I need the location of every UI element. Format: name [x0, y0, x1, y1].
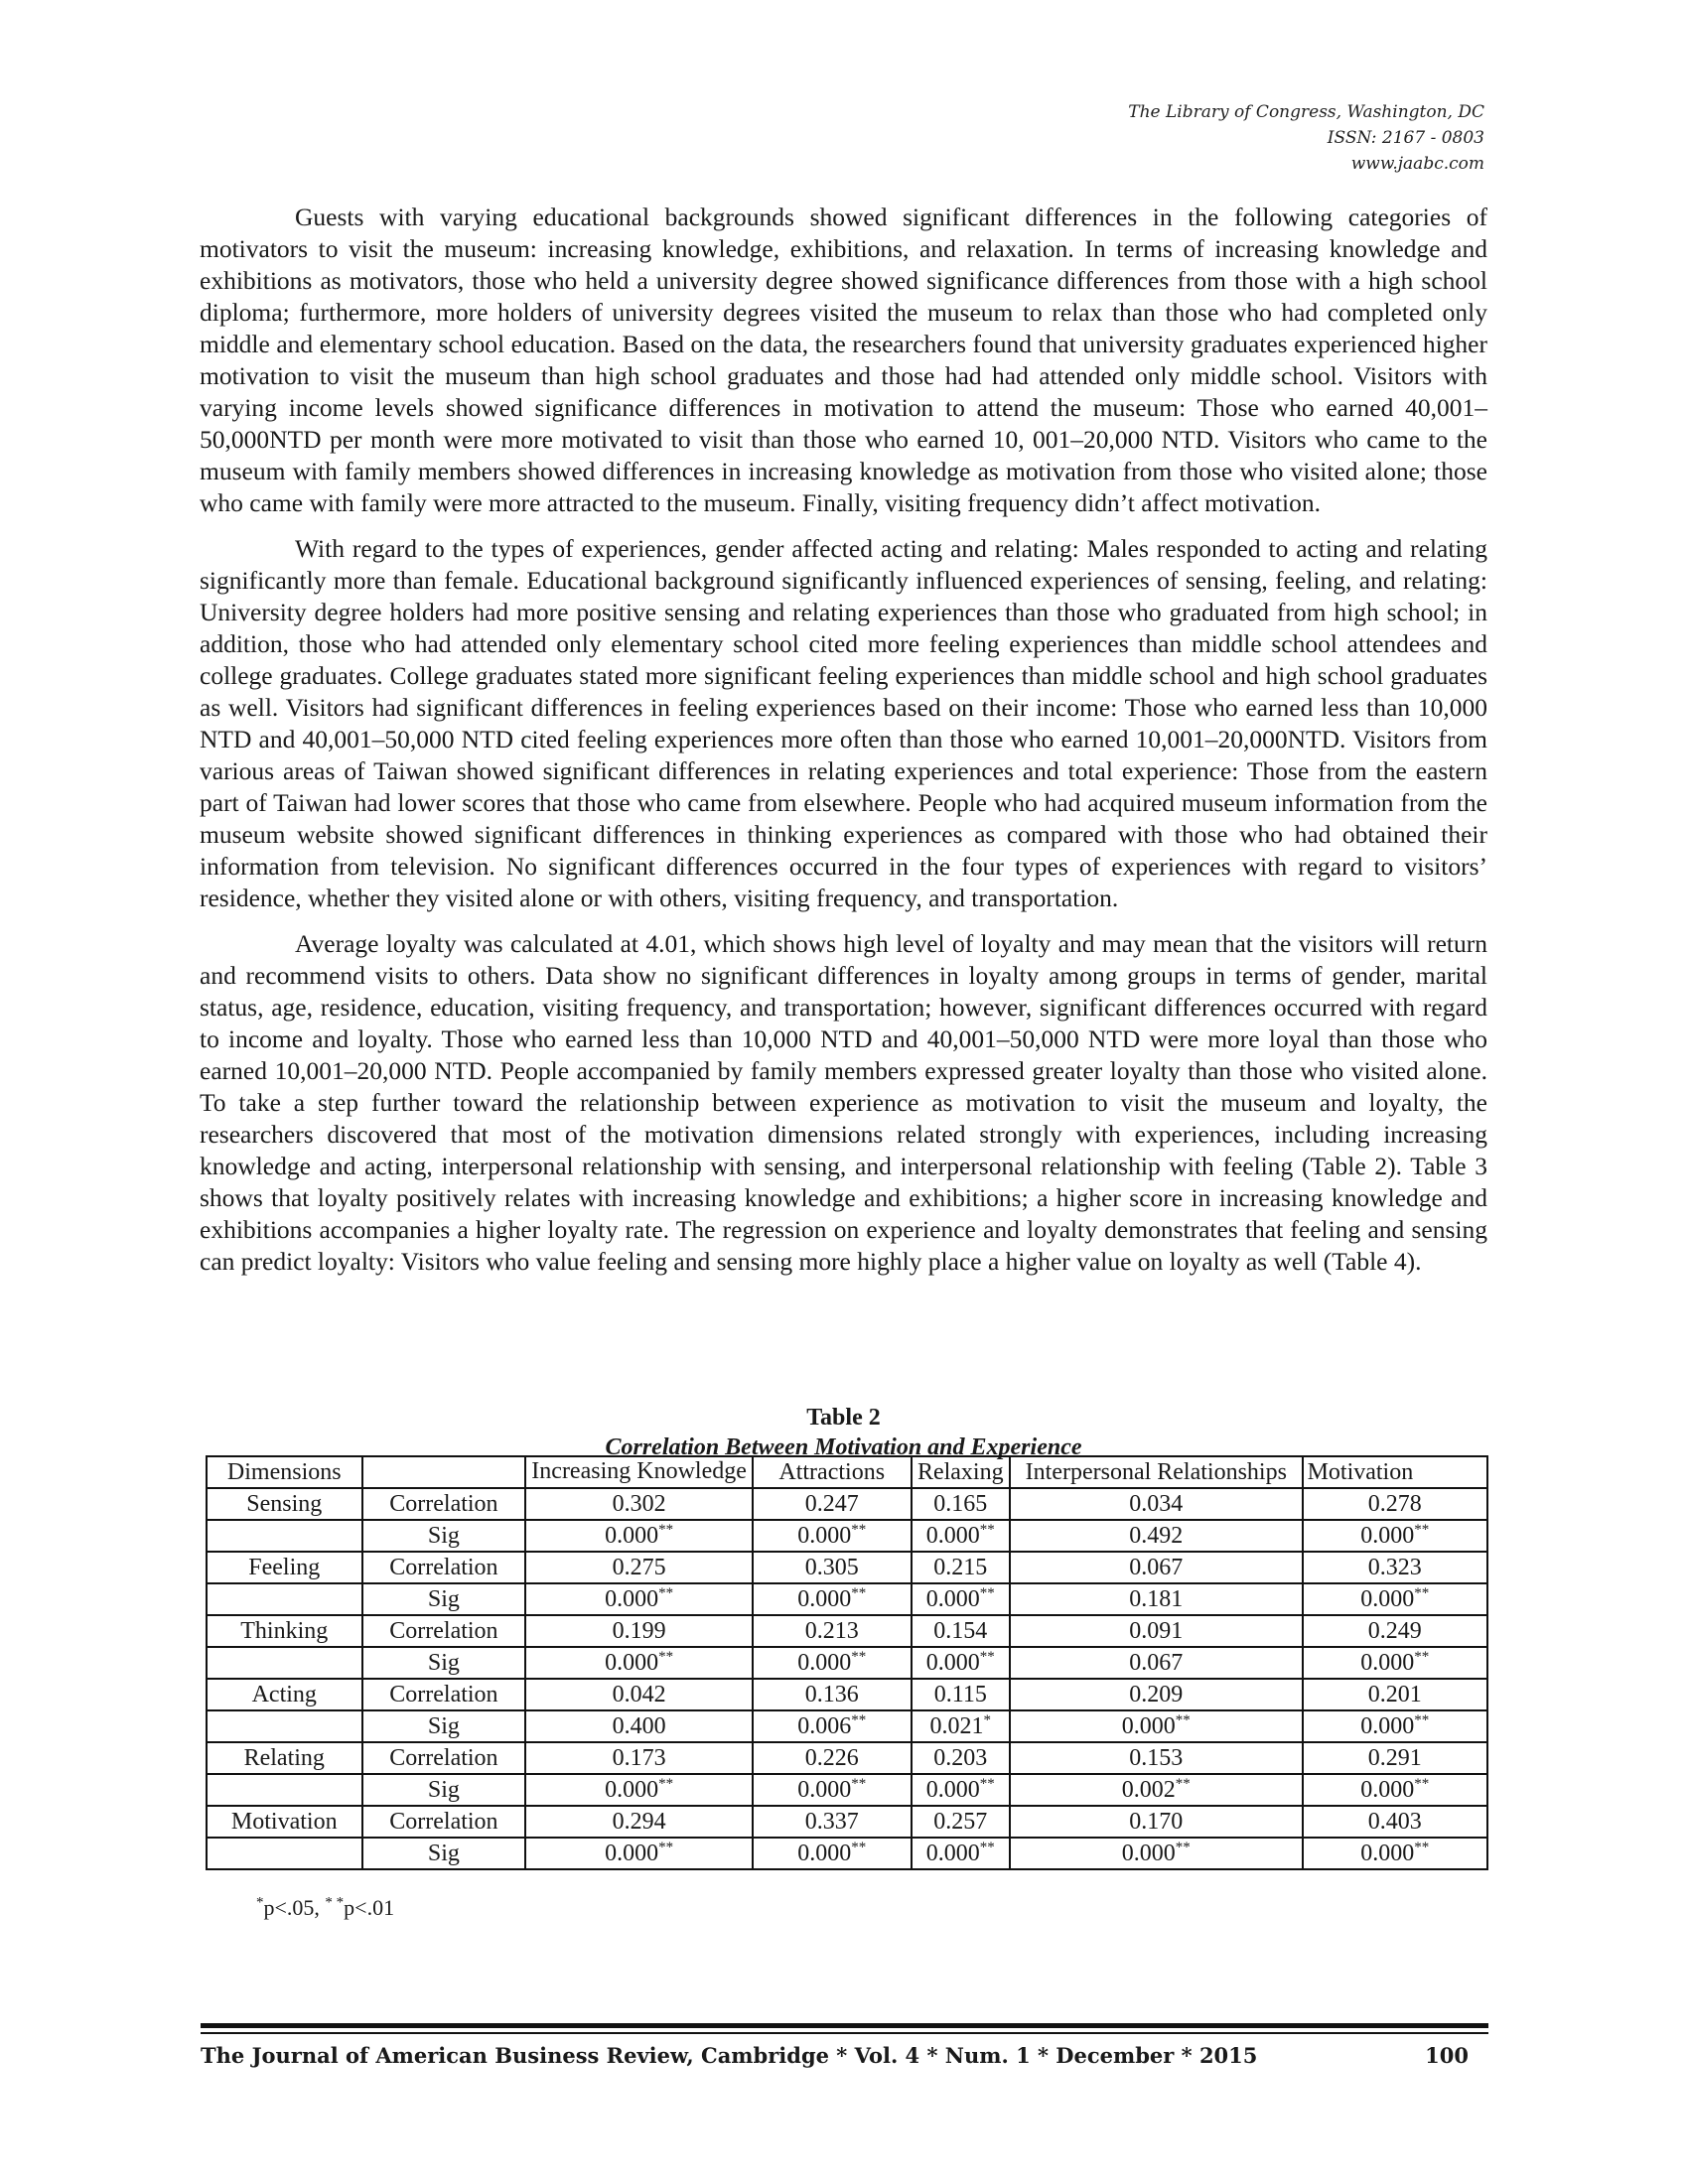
sig-value-cell	[525, 1838, 753, 1869]
sig-value-cell	[753, 1583, 912, 1615]
correlation-value-cell: 0.165	[912, 1488, 1011, 1520]
sig-value: 0.000	[1360, 1841, 1415, 1866]
dimension-cell: Acting	[207, 1679, 362, 1710]
sig-value-cell	[525, 1520, 753, 1552]
sig-value-cell	[525, 1774, 753, 1806]
sig-value: 0.000	[605, 1586, 659, 1612]
sig-value-cell	[753, 1647, 912, 1679]
sig-value: 0.000	[605, 1777, 659, 1803]
significance-mark: **	[979, 1776, 995, 1792]
significance-mark: **	[851, 1649, 867, 1665]
significance-mark: *	[983, 1712, 992, 1728]
header-publisher: The Library of Congress, Washington, DC	[1128, 102, 1484, 122]
stat-label-cell: Sig	[362, 1520, 526, 1552]
sig-value: 0.000	[797, 1841, 852, 1866]
sig-value: 0.000	[1360, 1713, 1415, 1739]
sig-value-cell	[1010, 1838, 1303, 1869]
paragraph-motivation: Guests with varying educational backgrounds showed significant differences in the following categories of motivators to visit the museum: increasing knowledge, exhibitions, and relaxation. In terms of increasing knowledge and exhibitions as motivators, those who held a university degree showed significance differences from those with a high school diploma; furthermore, more holders of university degrees visited the museum to relax than those who had completed only middle and elementary school education. Based on the data, the researchers found that university graduates experienced higher motivation to visit the museum than high school graduates and those had had attended only middle school. Visitors with varying income levels showed significance differences in motivation to attend the museum: Those who earned 40,001–50,000NTD per month were more motivated to visit than those who earned 10, 001–20,000 NTD. Visitors who came to the museum with family members showed differences in increasing knowledge as motivation from those who visited alone; those who came with family were more attracted to the museum. Finally, visiting frequency didn’t affect motivation.	[200, 203, 1487, 517]
table-row-sig	[207, 1710, 1487, 1742]
significance-mark: **	[851, 1585, 867, 1601]
empty-cell	[207, 1774, 362, 1806]
significance-mark: **	[1414, 1585, 1430, 1601]
dimension-cell: Feeling	[207, 1552, 362, 1583]
sig-value: 0.000	[605, 1650, 659, 1676]
significance-mark: **	[1414, 1840, 1430, 1855]
footnote-text-1: p<.05,	[263, 1895, 326, 1920]
correlation-value-cell: 0.042	[525, 1679, 753, 1710]
dimension-cell: Motivation	[207, 1806, 362, 1838]
paragraph-loyalty: Average loyalty was calculated at 4.01, which shows high level of loyalty and may mean that the visitors will return and recommend visits to others. Data show no significant differences in loyalty among groups in terms of gender, marital status, age, residence, education, visiting frequency, and transportation; however, significant differences occurred with regard to income and loyalty. Those who earned less than 10,000 NTD and 40,001–50,000 NTD were more loyal than those who earned 10,001–20,000 NTD. People accompanied by family members expressed greater loyalty than those who visited alone. To take a step further toward the relationship between experience as motivation to visit the museum and loyalty, the researchers discovered that most of the motivation dimensions related strongly with experiences, including increasing knowledge and acting, interpersonal relationship with sensing, and interpersonal relationship with feeling (Table 2). Table 3 shows that loyalty positively relates with increasing knowledge and exhibitions; a higher score in increasing knowledge and exhibitions accompanies a higher loyalty rate. The regression on experience and loyalty demonstrates that feeling and sensing can predict loyalty: Visitors who value feeling and sensing more highly place a higher value on loyalty as well (Table 4).	[200, 929, 1487, 1276]
correlation-value-cell: 0.305	[753, 1552, 912, 1583]
significance-mark: **	[658, 1776, 674, 1792]
sig-value-cell	[1303, 1774, 1487, 1806]
table-row-sig	[207, 1838, 1487, 1869]
correlation-value-cell: 0.323	[1303, 1552, 1487, 1583]
dimension-cell: Thinking	[207, 1615, 362, 1647]
significance-mark: **	[979, 1522, 995, 1538]
sig-value-cell	[1010, 1583, 1303, 1615]
correlation-value-cell: 0.153	[1010, 1742, 1303, 1774]
table-row-correlation	[207, 1679, 1487, 1710]
empty-cell	[207, 1647, 362, 1679]
correlation-value-cell: 0.203	[912, 1742, 1011, 1774]
correlation-value-cell: 0.215	[912, 1552, 1011, 1583]
correlation-value-cell: 0.294	[525, 1806, 753, 1838]
correlation-value-cell: 0.170	[1010, 1806, 1303, 1838]
header-relaxing: Relaxing	[912, 1456, 1011, 1488]
sig-value: 0.000	[925, 1841, 980, 1866]
empty-cell	[207, 1838, 362, 1869]
correlation-value-cell: 0.154	[912, 1615, 1011, 1647]
stat-label-cell: Sig	[362, 1647, 526, 1679]
dimension-cell: Relating	[207, 1742, 362, 1774]
stat-label-cell: Correlation	[362, 1806, 526, 1838]
significance-mark: **	[1175, 1776, 1191, 1792]
stat-label-cell: Correlation	[362, 1742, 526, 1774]
stat-label-cell: Sig	[362, 1710, 526, 1742]
header-interpersonal-relationships: Interpersonal Relationships	[1010, 1456, 1303, 1488]
significance-mark: **	[1175, 1712, 1191, 1728]
sig-value-cell	[1010, 1774, 1303, 1806]
sig-value: 0.000	[925, 1586, 980, 1612]
significance-mark: **	[1175, 1840, 1191, 1855]
correlation-value-cell: 0.209	[1010, 1679, 1303, 1710]
significance-mark: **	[658, 1585, 674, 1601]
sig-value: 0.021	[929, 1713, 984, 1739]
stat-label-cell: Sig	[362, 1583, 526, 1615]
header-motivation: Motivation	[1303, 1456, 1487, 1488]
correlation-value-cell: 0.199	[525, 1615, 753, 1647]
table-row-sig	[207, 1520, 1487, 1552]
significance-mark: **	[658, 1840, 674, 1855]
significance-mark: **	[1414, 1712, 1430, 1728]
page-footer	[201, 2043, 1488, 2068]
sig-value-cell	[1010, 1710, 1303, 1742]
significance-mark: **	[851, 1712, 867, 1728]
body-text	[200, 202, 1487, 1278]
header-increasing-knowledge: Increasing Knowledge	[525, 1456, 753, 1488]
footer-journal: The Journal of American Business Review, Cambridge * Vol. 4 * Num. 1 * December * 2015	[201, 2043, 1258, 2068]
table-row-sig	[207, 1583, 1487, 1615]
sig-value-cell	[912, 1838, 1011, 1869]
sig-value-cell	[912, 1520, 1011, 1552]
stat-label-cell: Correlation	[362, 1488, 526, 1520]
table-row-correlation	[207, 1615, 1487, 1647]
table-header-row	[207, 1456, 1487, 1488]
correlation-value-cell: 0.403	[1303, 1806, 1487, 1838]
empty-cell	[207, 1520, 362, 1552]
sig-value: 0.000	[1360, 1650, 1415, 1676]
sig-value: 0.000	[925, 1523, 980, 1549]
empty-cell	[207, 1710, 362, 1742]
significance-mark: **	[1414, 1776, 1430, 1792]
sig-value-cell	[1303, 1838, 1487, 1869]
sig-value-cell	[1010, 1647, 1303, 1679]
page-header	[1128, 99, 1484, 177]
correlation-value-cell: 0.278	[1303, 1488, 1487, 1520]
header-dimensions: Dimensions	[207, 1456, 362, 1488]
table-row-sig	[207, 1647, 1487, 1679]
table-row-correlation	[207, 1806, 1487, 1838]
significance-mark: **	[851, 1840, 867, 1855]
significance-mark: **	[979, 1585, 995, 1601]
table-label: Table 2	[806, 1405, 881, 1431]
sig-value-cell	[525, 1583, 753, 1615]
table-row-correlation	[207, 1742, 1487, 1774]
correlation-value-cell: 0.115	[912, 1679, 1011, 1710]
correlation-value-cell: 0.091	[1010, 1615, 1303, 1647]
sig-value-cell	[912, 1710, 1011, 1742]
sig-value-cell	[753, 1774, 912, 1806]
table-title	[200, 1403, 1487, 1462]
sig-value-cell	[1303, 1647, 1487, 1679]
sig-value-cell	[1010, 1520, 1303, 1552]
table-row-correlation	[207, 1488, 1487, 1520]
sig-value-cell	[753, 1710, 912, 1742]
sig-value: 0.000	[1360, 1523, 1415, 1549]
correlation-value-cell: 0.247	[753, 1488, 912, 1520]
correlation-value-cell: 0.034	[1010, 1488, 1303, 1520]
stat-label-cell: Correlation	[362, 1679, 526, 1710]
sig-value: 0.000	[605, 1523, 659, 1549]
footer-rule-thin	[201, 2032, 1488, 2034]
correlation-value-cell: 0.302	[525, 1488, 753, 1520]
sig-value-cell	[525, 1710, 753, 1742]
correlation-value-cell: 0.257	[912, 1806, 1011, 1838]
correlation-table	[206, 1455, 1488, 1870]
table-body	[207, 1488, 1487, 1869]
sig-value: 0.000	[605, 1841, 659, 1866]
header-blank	[362, 1456, 526, 1488]
correlation-value-cell: 0.337	[753, 1806, 912, 1838]
sig-value: 0.000	[1121, 1841, 1176, 1866]
sig-value-cell	[1303, 1583, 1487, 1615]
sig-value: 0.400	[612, 1713, 666, 1739]
paragraph-experience: With regard to the types of experiences, gender affected acting and relating: Males responded to acting and relating significantly more than female. Educational background significantly influenced experiences of sensing, feeling, and relating: University degree holders had more positive sensing and relating experiences than those who graduated from high school; in addition, those who had attended only elementary school cited more feeling experiences than middle school attendees and college graduates. College graduates stated more significant feeling experiences than middle school and high school graduates as well. Visitors had significant differences in feeling experiences based on their income: Those who earned less than 10,000 NTD and 40,001–50,000 NTD cited feeling experiences more often than those who earned 10,001–20,000NTD. Visitors from various areas of Taiwan showed significant differences in relating experiences and total experience: Those from the eastern part of Taiwan had lower scores that those who came from elsewhere. People who had acquired museum information from the museum website showed significant differences in thinking experiences as compared with those who had obtained their information from television. No significant differences occurred in the four types of experiences with regard to visitors’ residence, whether they visited alone or with others, visiting frequency, and transportation.	[200, 534, 1487, 912]
footer-rule-thick	[201, 2023, 1488, 2028]
significance-mark: **	[1414, 1649, 1430, 1665]
sig-value-cell	[753, 1838, 912, 1869]
sig-value: 0.000	[797, 1586, 852, 1612]
page-number: 100	[1425, 2043, 1469, 2068]
empty-cell	[207, 1583, 362, 1615]
sig-value: 0.000	[797, 1777, 852, 1803]
correlation-value-cell: 0.067	[1010, 1552, 1303, 1583]
footnote-text-2: p<.01	[344, 1895, 395, 1920]
sig-value: 0.002	[1121, 1777, 1176, 1803]
table-row-sig	[207, 1774, 1487, 1806]
sig-value: 0.000	[1360, 1777, 1415, 1803]
table-caption: Correlation Between Motivation and Experience	[605, 1434, 1082, 1460]
correlation-value-cell: 0.226	[753, 1742, 912, 1774]
sig-value: 0.000	[797, 1523, 852, 1549]
sig-value: 0.000	[925, 1777, 980, 1803]
sig-value-cell	[912, 1647, 1011, 1679]
table-row-correlation	[207, 1552, 1487, 1583]
header-attractions: Attractions	[753, 1456, 912, 1488]
stat-label-cell: Correlation	[362, 1615, 526, 1647]
significance-mark: **	[1414, 1522, 1430, 1538]
sig-value: 0.006	[797, 1713, 852, 1739]
sig-value-cell	[525, 1647, 753, 1679]
stat-label-cell: Sig	[362, 1774, 526, 1806]
correlation-value-cell: 0.291	[1303, 1742, 1487, 1774]
correlation-value-cell: 0.249	[1303, 1615, 1487, 1647]
correlation-value-cell: 0.201	[1303, 1679, 1487, 1710]
sig-value-cell	[1303, 1520, 1487, 1552]
footnote-mark-2: * *	[325, 1894, 345, 1911]
correlation-value-cell: 0.136	[753, 1679, 912, 1710]
sig-value-cell	[912, 1583, 1011, 1615]
sig-value-cell	[1303, 1710, 1487, 1742]
header-issn: ISSN: 2167 - 0803	[1327, 128, 1484, 148]
significance-mark: **	[979, 1840, 995, 1855]
significance-mark: **	[658, 1522, 674, 1538]
significance-mark: **	[851, 1522, 867, 1538]
sig-value: 0.000	[1360, 1586, 1415, 1612]
sig-value: 0.000	[1121, 1713, 1176, 1739]
correlation-value-cell: 0.213	[753, 1615, 912, 1647]
dimension-cell: Sensing	[207, 1488, 362, 1520]
significance-mark: **	[979, 1649, 995, 1665]
sig-value: 0.000	[797, 1650, 852, 1676]
stat-label-cell: Sig	[362, 1838, 526, 1869]
header-website: www.jaabc.com	[1350, 154, 1484, 174]
sig-value-cell	[912, 1774, 1011, 1806]
sig-value: 0.067	[1129, 1650, 1184, 1676]
sig-value: 0.492	[1129, 1523, 1184, 1549]
significance-mark: **	[658, 1649, 674, 1665]
table-footnote	[256, 1895, 394, 1921]
correlation-value-cell: 0.275	[525, 1552, 753, 1583]
sig-value: 0.000	[925, 1650, 980, 1676]
correlation-value-cell: 0.173	[525, 1742, 753, 1774]
sig-value: 0.181	[1129, 1586, 1184, 1612]
footnote-mark-1: *	[256, 1894, 264, 1911]
stat-label-cell: Correlation	[362, 1552, 526, 1583]
sig-value-cell	[753, 1520, 912, 1552]
significance-mark: **	[851, 1776, 867, 1792]
